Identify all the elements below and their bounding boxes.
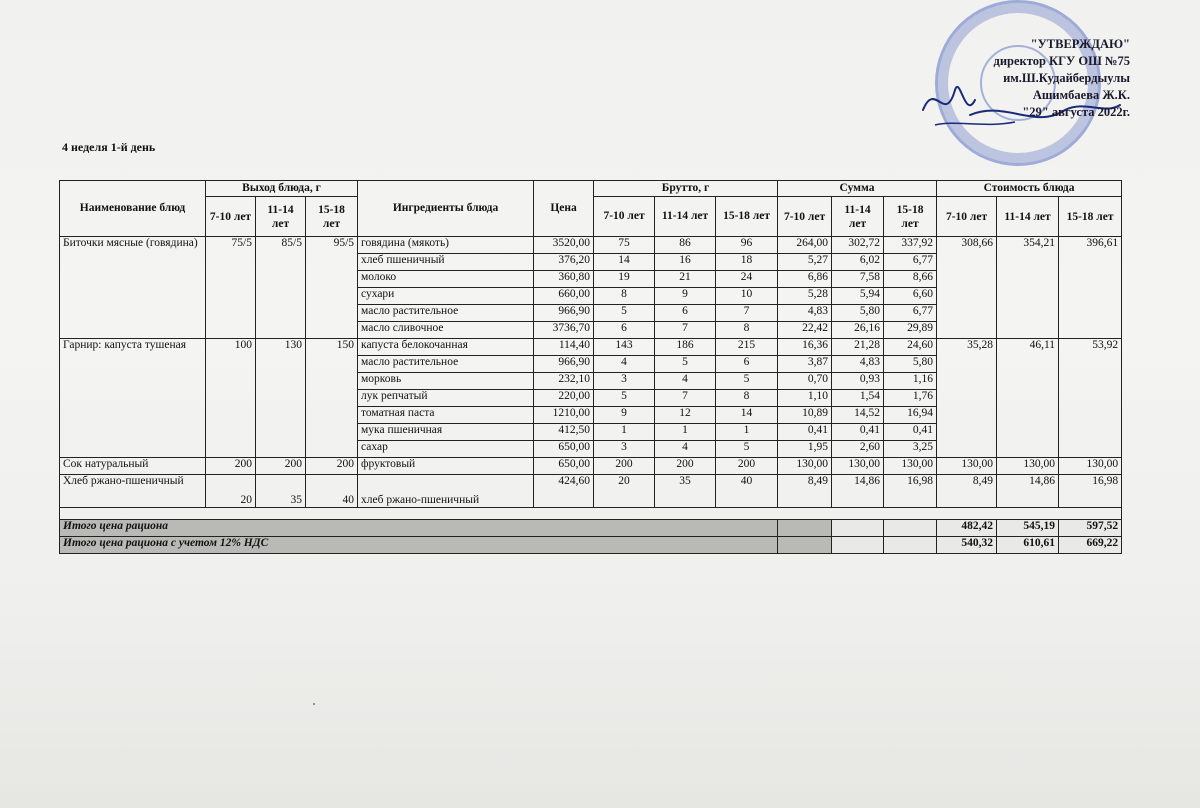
dish-cost: 46,11 — [997, 339, 1059, 458]
menu-table — [59, 180, 1122, 554]
dish-output: 95/5 — [306, 237, 358, 339]
ingredient-price: 650,00 — [534, 458, 594, 475]
ingredient-sum: 8,66 — [884, 271, 937, 288]
ingredient-price: 966,90 — [534, 305, 594, 322]
ingredient-sum: 24,60 — [884, 339, 937, 356]
total-value: 610,61 — [997, 537, 1059, 554]
ingredient-sum: 337,92 — [884, 237, 937, 254]
ingredient-gross: 21 — [655, 271, 716, 288]
ingredient-sum: 16,98 — [884, 475, 937, 508]
ingredient-name: масло растительное — [358, 356, 534, 373]
ingredient-sum: 0,41 — [778, 424, 832, 441]
spacer-row — [60, 508, 1122, 520]
paper-speck — [313, 703, 315, 705]
header-age: 15-18 лет — [1059, 197, 1122, 237]
dish-output: 40 — [306, 475, 358, 508]
ingredient-gross: 5 — [716, 373, 778, 390]
ingredient-gross: 9 — [655, 288, 716, 305]
ingredient-gross: 5 — [655, 356, 716, 373]
dish-output: 35 — [256, 475, 306, 508]
dish-output: 200 — [256, 458, 306, 475]
ingredient-sum: 6,02 — [832, 254, 884, 271]
ingredient-sum: 8,49 — [778, 475, 832, 508]
ingredient-price: 1210,00 — [534, 407, 594, 424]
ingredient-sum: 0,41 — [832, 424, 884, 441]
total-empty-cell — [778, 520, 832, 537]
header-dish-name: Наименование блюд — [60, 181, 206, 237]
ingredient-price: 3520,00 — [534, 237, 594, 254]
ingredient-gross: 16 — [655, 254, 716, 271]
ingredient-sum: 130,00 — [832, 458, 884, 475]
header-gross: Брутто, г — [594, 181, 778, 197]
ingredient-sum: 21,28 — [832, 339, 884, 356]
dish-cost: 16,98 — [1059, 475, 1122, 508]
ingredient-sum: 29,89 — [884, 322, 937, 339]
ingredient-sum: 16,36 — [778, 339, 832, 356]
approval-date: "29" августа 2022г. — [1022, 105, 1130, 119]
ingredient-gross: 9 — [594, 407, 655, 424]
dish-name: Хлеб ржано-пшеничный — [60, 475, 206, 508]
dish-output: 200 — [306, 458, 358, 475]
header-age: 15-18 лет — [884, 197, 937, 237]
ingredient-name: мука пшеничная — [358, 424, 534, 441]
ingredient-gross: 19 — [594, 271, 655, 288]
approval-position: директор КГУ ОШ №75 — [993, 54, 1130, 68]
total-empty-cell — [832, 537, 884, 554]
ingredient-gross: 10 — [716, 288, 778, 305]
ingredient-sum: 6,86 — [778, 271, 832, 288]
dish-cost: 130,00 — [997, 458, 1059, 475]
ingredient-name: масло растительное — [358, 305, 534, 322]
header-age: 11-14 лет — [655, 197, 716, 237]
ingredient-gross: 40 — [716, 475, 778, 508]
table-row — [60, 237, 1122, 254]
ingredient-name: хлеб пшеничный — [358, 254, 534, 271]
dish-output: 75/5 — [206, 237, 256, 339]
ingredient-name: томатная паста — [358, 407, 534, 424]
total-label: Итого цена рациона — [60, 520, 778, 537]
dish-output: 130 — [256, 339, 306, 458]
ingredient-sum: 26,16 — [832, 322, 884, 339]
dish-cost: 35,28 — [937, 339, 997, 458]
ingredient-gross: 35 — [655, 475, 716, 508]
ingredient-sum: 130,00 — [778, 458, 832, 475]
total-value: 482,42 — [937, 520, 997, 537]
total-value: 545,19 — [997, 520, 1059, 537]
dish-name: Биточки мясные (говядина) — [60, 237, 206, 339]
ingredient-gross: 12 — [655, 407, 716, 424]
ingredient-sum: 1,95 — [778, 441, 832, 458]
ingredient-sum: 130,00 — [884, 458, 937, 475]
total-empty-cell — [884, 520, 937, 537]
total-value: 540,32 — [937, 537, 997, 554]
ingredient-gross: 86 — [655, 237, 716, 254]
dish-name: Гарнир: капуста тушеная — [60, 339, 206, 458]
ingredient-sum: 6,77 — [884, 305, 937, 322]
header-price: Цена — [534, 181, 594, 237]
ingredient-name: фруктовый — [358, 458, 534, 475]
ingredient-gross: 4 — [594, 356, 655, 373]
ingredient-gross: 20 — [594, 475, 655, 508]
header-age: 7-10 лет — [206, 197, 256, 237]
ingredient-gross: 186 — [655, 339, 716, 356]
approval-school: им.Ш.Кудайбердыулы — [1003, 71, 1130, 85]
header-age: 7-10 лет — [594, 197, 655, 237]
ingredient-gross: 200 — [594, 458, 655, 475]
table-row — [60, 458, 1122, 475]
ingredient-price: 220,00 — [534, 390, 594, 407]
ingredient-name: молоко — [358, 271, 534, 288]
dish-output: 200 — [206, 458, 256, 475]
ingredient-gross: 3 — [594, 373, 655, 390]
ingredient-gross: 14 — [594, 254, 655, 271]
ingredient-sum: 0,93 — [832, 373, 884, 390]
dish-output: 100 — [206, 339, 256, 458]
ingredient-gross: 8 — [716, 390, 778, 407]
ingredient-gross: 75 — [594, 237, 655, 254]
table-row — [60, 475, 1122, 508]
ingredient-gross: 96 — [716, 237, 778, 254]
header-output: Выход блюда, г — [206, 181, 358, 197]
ingredient-gross: 3 — [594, 441, 655, 458]
ingredient-gross: 1 — [594, 424, 655, 441]
dish-cost: 130,00 — [1059, 458, 1122, 475]
ingredient-gross: 4 — [655, 441, 716, 458]
ingredient-sum: 5,94 — [832, 288, 884, 305]
ingredient-gross: 5 — [716, 441, 778, 458]
ingredient-sum: 5,27 — [778, 254, 832, 271]
dish-cost: 354,21 — [997, 237, 1059, 339]
ingredient-gross: 14 — [716, 407, 778, 424]
ingredient-gross: 143 — [594, 339, 655, 356]
total-row — [60, 520, 1122, 537]
dish-output: 150 — [306, 339, 358, 458]
ingredient-sum: 16,94 — [884, 407, 937, 424]
ingredient-sum: 1,16 — [884, 373, 937, 390]
ingredient-gross: 215 — [716, 339, 778, 356]
total-value: 669,22 — [1059, 537, 1122, 554]
ingredient-price: 3736,70 — [534, 322, 594, 339]
ingredient-sum: 14,52 — [832, 407, 884, 424]
ingredient-gross: 5 — [594, 390, 655, 407]
ingredient-sum: 1,54 — [832, 390, 884, 407]
ingredient-sum: 5,80 — [884, 356, 937, 373]
dish-cost: 130,00 — [937, 458, 997, 475]
header-ingredients: Ингредиенты блюда — [358, 181, 534, 237]
approval-block — [940, 36, 1130, 121]
ingredient-gross: 6 — [716, 356, 778, 373]
ingredient-price: 966,90 — [534, 356, 594, 373]
ingredient-sum: 0,70 — [778, 373, 832, 390]
ingredient-gross: 18 — [716, 254, 778, 271]
approval-person: Ашимбаева Ж.К. — [1032, 88, 1130, 102]
ingredient-gross: 24 — [716, 271, 778, 288]
ingredient-sum: 0,41 — [884, 424, 937, 441]
ingredient-gross: 200 — [716, 458, 778, 475]
ingredient-sum: 22,42 — [778, 322, 832, 339]
ingredient-gross: 7 — [716, 305, 778, 322]
ingredient-name: хлеб ржано-пшеничный — [358, 475, 534, 508]
dish-cost: 8,49 — [937, 475, 997, 508]
ingredient-name: сухари — [358, 288, 534, 305]
ingredient-gross: 8 — [594, 288, 655, 305]
ingredient-sum: 2,60 — [832, 441, 884, 458]
dish-name: Сок натуральный — [60, 458, 206, 475]
ingredient-name: сахар — [358, 441, 534, 458]
ingredient-sum: 3,87 — [778, 356, 832, 373]
ingredient-gross: 1 — [716, 424, 778, 441]
ingredient-gross: 6 — [655, 305, 716, 322]
ingredient-sum: 1,10 — [778, 390, 832, 407]
ingredient-gross: 8 — [716, 322, 778, 339]
ingredient-sum: 4,83 — [832, 356, 884, 373]
ingredient-price: 376,20 — [534, 254, 594, 271]
dish-cost: 53,92 — [1059, 339, 1122, 458]
ingredient-name: капуста белокочанная — [358, 339, 534, 356]
header-age: 11-14 лет — [832, 197, 884, 237]
ingredient-price: 424,60 — [534, 475, 594, 508]
ingredient-sum: 14,86 — [832, 475, 884, 508]
ingredient-sum: 302,72 — [832, 237, 884, 254]
total-empty-cell — [778, 537, 832, 554]
ingredient-sum: 1,76 — [884, 390, 937, 407]
header-dish-cost: Стоимость блюда — [937, 181, 1122, 197]
ingredient-price: 650,00 — [534, 441, 594, 458]
header-age: 15-18 лет — [306, 197, 358, 237]
ingredient-price: 360,80 — [534, 271, 594, 288]
total-value: 597,52 — [1059, 520, 1122, 537]
dish-cost: 308,66 — [937, 237, 997, 339]
ingredient-sum: 5,28 — [778, 288, 832, 305]
ingredient-price: 232,10 — [534, 373, 594, 390]
header-age: 11-14 лет — [256, 197, 306, 237]
ingredient-name: масло сливочное — [358, 322, 534, 339]
dish-cost: 396,61 — [1059, 237, 1122, 339]
page-title: 4 неделя 1-й день — [62, 140, 156, 154]
total-empty-cell — [832, 520, 884, 537]
total-label: Итого цена рациона с учетом 12% НДС — [60, 537, 778, 554]
ingredient-gross: 6 — [594, 322, 655, 339]
dish-cost: 14,86 — [997, 475, 1059, 508]
ingredient-gross: 4 — [655, 373, 716, 390]
table-row — [60, 339, 1122, 356]
ingredient-name: морковь — [358, 373, 534, 390]
dish-output: 20 — [206, 475, 256, 508]
ingredient-gross: 1 — [655, 424, 716, 441]
ingredient-price: 660,00 — [534, 288, 594, 305]
header-sum: Сумма — [778, 181, 937, 197]
header-age: 7-10 лет — [937, 197, 997, 237]
ingredient-gross: 7 — [655, 390, 716, 407]
ingredient-sum: 5,80 — [832, 305, 884, 322]
ingredient-price: 412,50 — [534, 424, 594, 441]
ingredient-sum: 264,00 — [778, 237, 832, 254]
ingredient-gross: 200 — [655, 458, 716, 475]
ingredient-sum: 10,89 — [778, 407, 832, 424]
total-empty-cell — [884, 537, 937, 554]
approval-heading: "УТВЕРЖДАЮ" — [1030, 37, 1130, 51]
ingredient-gross: 5 — [594, 305, 655, 322]
header-age: 11-14 лет — [997, 197, 1059, 237]
header-age: 15-18 лет — [716, 197, 778, 237]
ingredient-name: говядина (мякоть) — [358, 237, 534, 254]
ingredient-sum: 6,77 — [884, 254, 937, 271]
ingredient-sum: 7,58 — [832, 271, 884, 288]
total-row — [60, 537, 1122, 554]
spacer-cell — [60, 508, 1122, 520]
ingredient-sum: 4,83 — [778, 305, 832, 322]
dish-output: 85/5 — [256, 237, 306, 339]
ingredient-name: лук репчатый — [358, 390, 534, 407]
ingredient-sum: 3,25 — [884, 441, 937, 458]
ingredient-gross: 7 — [655, 322, 716, 339]
ingredient-price: 114,40 — [534, 339, 594, 356]
header-age: 7-10 лет — [778, 197, 832, 237]
ingredient-sum: 6,60 — [884, 288, 937, 305]
